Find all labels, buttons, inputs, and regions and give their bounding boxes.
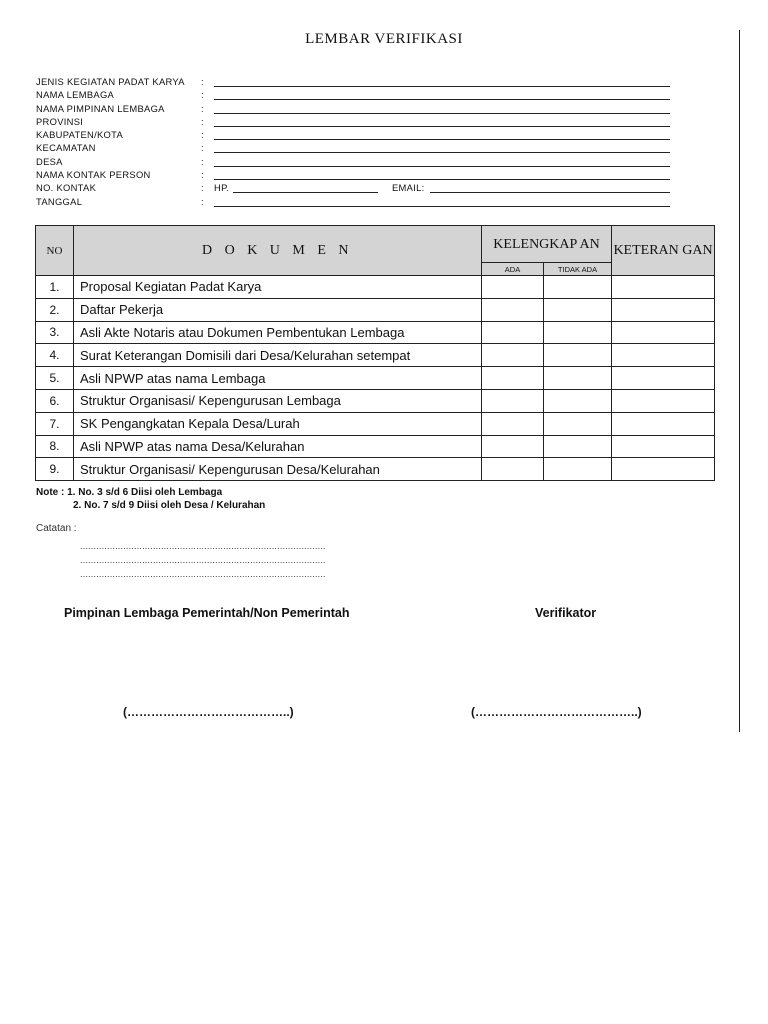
row-number: 1.: [36, 276, 74, 299]
row-ada-cell[interactable]: [482, 276, 544, 299]
table-row: [36, 389, 715, 412]
row-keterangan-cell[interactable]: [612, 344, 715, 367]
field-colon: :: [201, 142, 204, 154]
row-document-name: Struktur Organisasi/ Kepengurusan Lembaga: [74, 389, 482, 412]
note-line-1: Note : 1. No. 3 s/d 6 Diisi oleh Lembaga: [36, 487, 223, 498]
header-dokumen: D O K U M E N: [74, 226, 482, 276]
field-nama-kontak: [36, 169, 676, 182]
field-no-kontak: [36, 182, 676, 195]
field-tanggal: [36, 196, 676, 209]
row-number: 7.: [36, 412, 74, 435]
field-desa: [36, 156, 676, 169]
hp-input-line[interactable]: [233, 192, 378, 193]
row-tidak-ada-cell[interactable]: [544, 435, 612, 458]
table-row: [36, 367, 715, 390]
field-label: NAMA PIMPINAN LEMBAGA: [36, 102, 165, 114]
row-tidak-ada-cell[interactable]: [544, 367, 612, 390]
field-kabupaten-kota: [36, 129, 676, 142]
catatan-label: Catatan :: [36, 523, 77, 534]
kabupaten-kota-input-line[interactable]: [214, 139, 670, 140]
nama-lembaga-input-line[interactable]: [214, 99, 670, 100]
field-colon: :: [201, 195, 204, 207]
row-number: 2.: [36, 298, 74, 321]
email-label: EMAIL:: [392, 182, 425, 194]
note-line-2: 2. No. 7 s/d 9 Diisi oleh Desa / Kelurahan: [73, 499, 266, 511]
field-colon: :: [201, 76, 204, 87]
field-label: PROVINSI: [36, 115, 84, 127]
field-label: NO. KONTAK: [36, 182, 97, 194]
row-number: 3.: [36, 321, 74, 344]
kecamatan-input-line[interactable]: [214, 152, 670, 153]
subheader-tidak-ada: TIDAK ADA: [544, 263, 612, 276]
row-ada-cell[interactable]: [482, 458, 544, 481]
row-tidak-ada-cell[interactable]: [544, 412, 612, 435]
field-colon: :: [201, 182, 204, 194]
row-document-name: Daftar Pekerja: [74, 298, 482, 321]
signature-label-pimpinan: Pimpinan Lembaga Pemerintah/Non Pemerintah: [64, 606, 350, 620]
row-keterangan-cell[interactable]: [612, 298, 715, 321]
document-checklist-table: [35, 225, 715, 481]
field-label: NAMA LEMBAGA: [36, 89, 115, 101]
header-kelengkapan: KELENGKAP AN: [482, 226, 612, 263]
field-label: DESA: [36, 155, 63, 167]
catatan-line-1[interactable]: ...........................................................................................: [80, 541, 326, 551]
tanggal-input-line[interactable]: [214, 206, 670, 207]
field-label: JENIS KEGIATAN PADAT KARYA: [36, 76, 185, 87]
catatan-line-2[interactable]: ...........................................................................................: [80, 555, 326, 565]
field-nama-lembaga: [36, 89, 676, 102]
row-keterangan-cell[interactable]: [612, 435, 715, 458]
table-row: [36, 344, 715, 367]
note-block: [36, 487, 265, 512]
row-document-name: Asli NPWP atas nama Lembaga: [74, 367, 482, 390]
field-colon: :: [201, 89, 204, 101]
row-document-name: Struktur Organisasi/ Kepengurusan Desa/Kelurahan: [74, 458, 482, 481]
row-ada-cell[interactable]: [482, 412, 544, 435]
row-tidak-ada-cell[interactable]: [544, 321, 612, 344]
row-keterangan-cell[interactable]: [612, 321, 715, 344]
jenis-kegiatan-input-line[interactable]: [214, 86, 670, 87]
table-row: [36, 321, 715, 344]
table-row: [36, 276, 715, 299]
field-nama-pimpinan: [36, 103, 676, 116]
row-number: 8.: [36, 435, 74, 458]
page-edge-rule: [739, 30, 740, 732]
row-document-name: Asli Akte Notaris atau Dokumen Pembentukan Lembaga: [74, 321, 482, 344]
row-tidak-ada-cell[interactable]: [544, 276, 612, 299]
hp-label: HP.: [214, 182, 230, 194]
table-row: [36, 458, 715, 481]
row-keterangan-cell[interactable]: [612, 389, 715, 412]
row-number: 6.: [36, 389, 74, 412]
row-number: 5.: [36, 367, 74, 390]
signature-blank-pimpinan[interactable]: (…………………………………..): [123, 705, 294, 719]
row-ada-cell[interactable]: [482, 344, 544, 367]
table-row: [36, 435, 715, 458]
header-no: NO: [36, 226, 74, 276]
desa-input-line[interactable]: [214, 166, 670, 167]
field-label: KECAMATAN: [36, 142, 96, 154]
row-tidak-ada-cell[interactable]: [544, 344, 612, 367]
row-document-name: SK Pengangkatan Kepala Desa/Lurah: [74, 412, 482, 435]
row-document-name: Surat Keterangan Domisili dari Desa/Kelurahan setempat: [74, 344, 482, 367]
header-keterangan: KETERAN GAN: [612, 226, 715, 276]
field-colon: :: [201, 129, 204, 141]
field-label: KABUPATEN/KOTA: [36, 129, 124, 141]
page-title: LEMBAR VERIFIKASI: [305, 31, 463, 47]
row-tidak-ada-cell[interactable]: [544, 458, 612, 481]
row-keterangan-cell[interactable]: [612, 276, 715, 299]
row-tidak-ada-cell[interactable]: [544, 389, 612, 412]
row-keterangan-cell[interactable]: [612, 458, 715, 481]
row-document-name: Asli NPWP atas nama Desa/Kelurahan: [74, 435, 482, 458]
table-row: [36, 298, 715, 321]
field-label: TANGGAL: [36, 195, 83, 207]
row-number: 9.: [36, 458, 74, 481]
field-colon: :: [201, 169, 204, 181]
field-colon: :: [201, 102, 204, 114]
row-ada-cell[interactable]: [482, 321, 544, 344]
field-jenis-kegiatan: [36, 76, 676, 89]
subheader-ada: ADA: [482, 263, 544, 276]
nama-pimpinan-input-line[interactable]: [214, 113, 670, 114]
field-label: NAMA KONTAK PERSON: [36, 169, 151, 181]
nama-kontak-input-line[interactable]: [214, 179, 670, 180]
identity-fields: [36, 76, 676, 209]
signature-label-verifikator: Verifikator: [535, 606, 597, 620]
row-ada-cell[interactable]: [482, 435, 544, 458]
row-keterangan-cell[interactable]: [612, 412, 715, 435]
row-ada-cell[interactable]: [482, 389, 544, 412]
row-ada-cell[interactable]: [482, 367, 544, 390]
row-keterangan-cell[interactable]: [612, 367, 715, 390]
email-input-line[interactable]: [430, 192, 670, 193]
field-colon: :: [201, 115, 204, 127]
field-kecamatan: [36, 142, 676, 155]
row-document-name: Proposal Kegiatan Padat Karya: [74, 276, 482, 299]
row-ada-cell[interactable]: [482, 298, 544, 321]
provinsi-input-line[interactable]: [214, 126, 670, 127]
row-number: 4.: [36, 344, 74, 367]
table-row: [36, 412, 715, 435]
catatan-line-3[interactable]: ...........................................................................................: [80, 569, 326, 579]
field-provinsi: [36, 116, 676, 129]
signature-blank-verifikator[interactable]: (…………………………………..): [471, 705, 642, 719]
row-tidak-ada-cell[interactable]: [544, 298, 612, 321]
field-colon: :: [201, 155, 204, 167]
